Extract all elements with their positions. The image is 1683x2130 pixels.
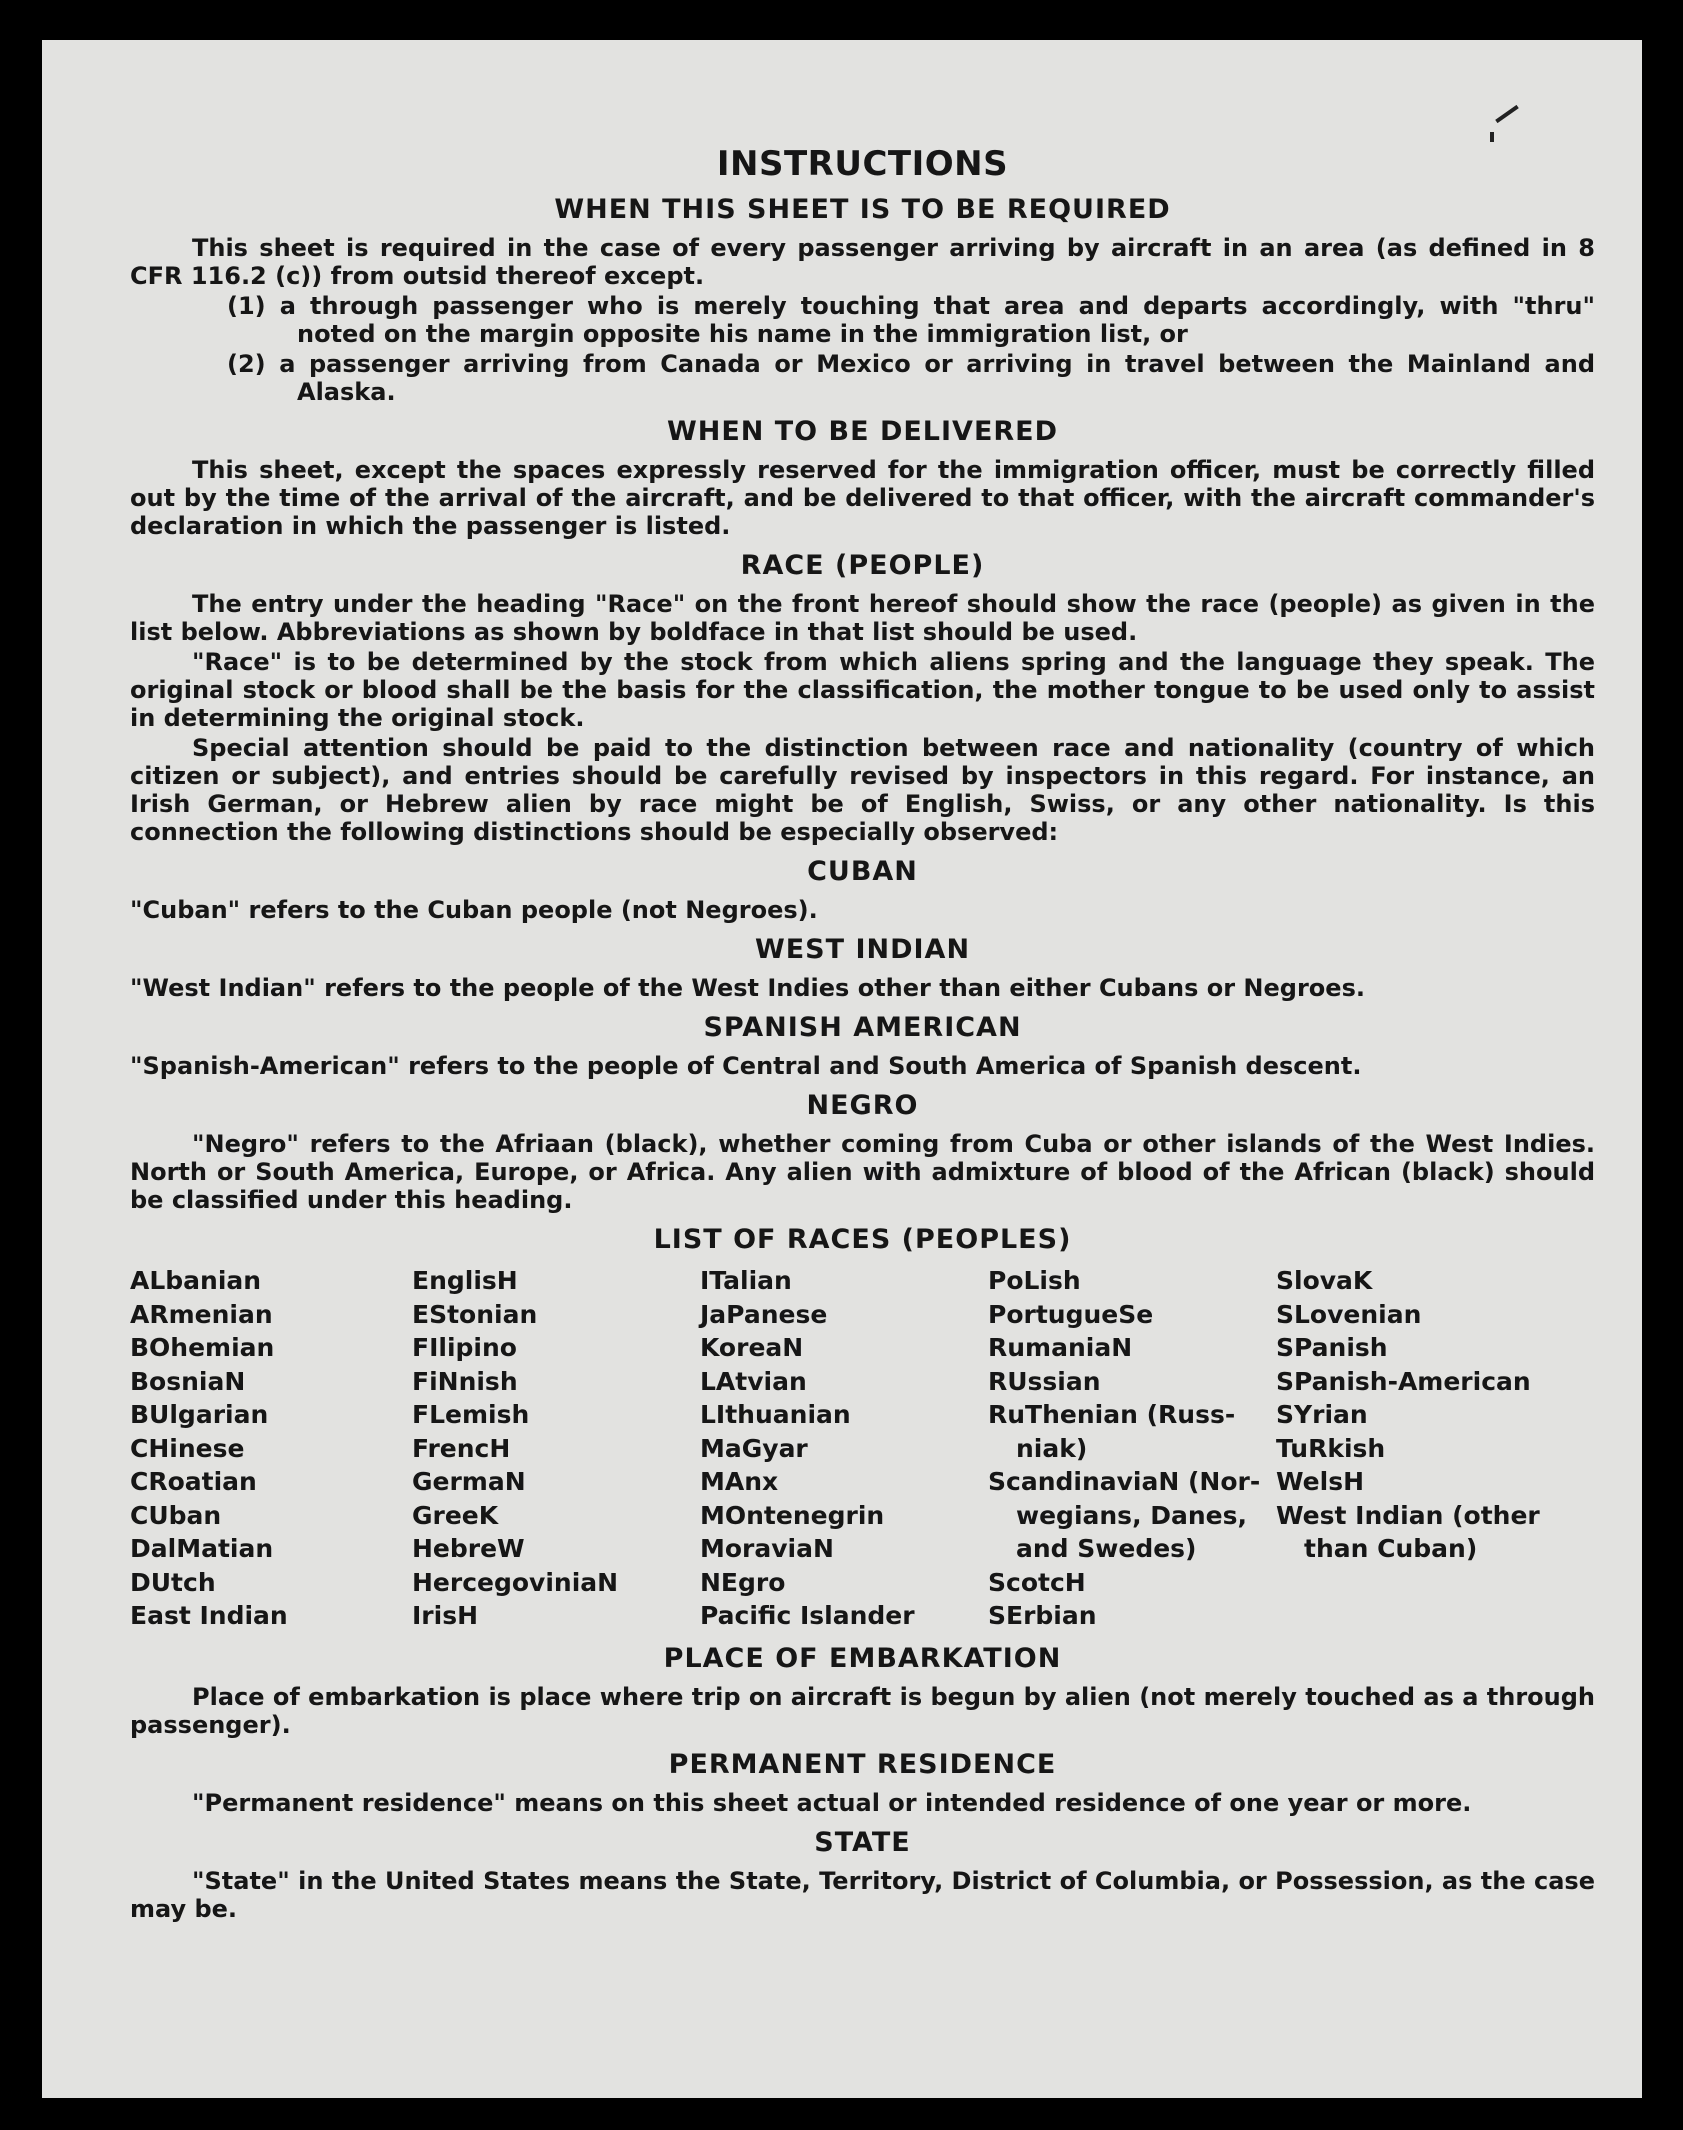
exception-item-2: (2) a passenger arriving from Canada or Mexico or arriving in travel between the Mainland and Alaska. xyxy=(227,350,1595,406)
races-column-4 xyxy=(988,1264,1276,1633)
race-entry: TuRkish xyxy=(1276,1433,1386,1463)
section-heading-cuban: CUBAN xyxy=(807,856,918,887)
race-entry: NEgro xyxy=(700,1567,786,1597)
race-entry: MAnx xyxy=(700,1467,779,1496)
race-entry: MoraviaN xyxy=(700,1534,834,1563)
race-entry: CHinese xyxy=(130,1433,245,1463)
race-entry: SPanish xyxy=(1276,1333,1388,1362)
race-entry: ARmenian xyxy=(130,1299,273,1329)
race-entry: PoLish xyxy=(988,1266,1081,1295)
race-entry: SErbian xyxy=(988,1601,1097,1630)
section-paragraph: The entry under the heading "Race" on the front hereof should show the race (people) as given in the list below. Abbreviations as shown by boldface in that list should be used. xyxy=(130,590,1595,646)
exception-item-1: (1) a through passenger who is merely touching that area and departs accordingly, with "thru" noted on the margin opposite his name in the immigration list, or xyxy=(227,292,1595,348)
section-heading-state: STATE xyxy=(814,1826,911,1858)
race-entry: GreeK xyxy=(412,1500,499,1530)
section-heading-west-indian: WEST INDIAN xyxy=(754,934,971,965)
race-entry: East Indian xyxy=(130,1601,288,1630)
section-heading-required: WHEN THIS SHEET IS TO BE REQUIRED xyxy=(554,194,1171,225)
race-entry: EStonian xyxy=(412,1299,538,1329)
race-entry: JaPanese xyxy=(700,1299,828,1329)
race-entry-continued: wegians, Danes, xyxy=(1016,1500,1248,1530)
race-entry: CUban xyxy=(130,1500,222,1530)
race-entry: BOhemian xyxy=(130,1333,275,1362)
race-entry: Pacific Islander xyxy=(700,1601,915,1630)
section-paragraph: "Cuban" refers to the Cuban people (not Negroes). xyxy=(130,896,818,924)
race-entry: FLemish xyxy=(412,1400,530,1429)
race-entry: FrencH xyxy=(412,1433,511,1463)
race-entry: FiNnish xyxy=(412,1366,518,1396)
race-entry: LAtvian xyxy=(700,1366,807,1396)
race-entry: MOntenegrin xyxy=(700,1500,885,1530)
page-title: INSTRUCTIONS xyxy=(716,144,1009,184)
section-heading-race: RACE (PEOPLE) xyxy=(740,550,985,581)
race-entry: SlovaK xyxy=(1276,1266,1373,1295)
race-entry: HebreW xyxy=(412,1534,525,1563)
races-column-5 xyxy=(1276,1264,1556,1633)
races-column-2 xyxy=(412,1264,700,1633)
race-entry: FIlipino xyxy=(412,1333,517,1362)
race-entry: GermaN xyxy=(412,1467,526,1496)
race-entry: West Indian (other xyxy=(1276,1500,1540,1530)
race-entry: RuThenian (Russ- xyxy=(988,1400,1236,1429)
section-paragraph: Place of embarkation is place where trip on aircraft is begun by alien (not merely touched as a through passenger). xyxy=(130,1682,1595,1739)
section-paragraph: "West Indian" refers to the people of the West Indies other than either Cubans or Negroes. xyxy=(130,974,1365,1002)
race-entry: BosniaN xyxy=(130,1366,246,1396)
section-heading-embarkation: PLACE OF EMBARKATION xyxy=(663,1642,1062,1674)
race-entry: HercegoviniaN xyxy=(412,1567,619,1597)
race-entry: ALbanian xyxy=(130,1266,262,1295)
section-heading-delivered: WHEN TO BE DELIVERED xyxy=(666,416,1059,447)
race-entry: ScandinaviaN (Nor- xyxy=(988,1467,1261,1496)
race-entry-continued: niak) xyxy=(1016,1433,1088,1463)
race-entry: WelsH xyxy=(1276,1467,1365,1496)
race-entry: ScotcH xyxy=(988,1567,1086,1597)
section-paragraph: "State" in the United States means the State, Territory, District of Columbia, or Possession, as the case may be. xyxy=(130,1866,1595,1923)
section-paragraph: "Permanent residence" means on this sheet actual or intended residence of one year or more. xyxy=(192,1788,1472,1817)
race-entry-continued: than Cuban) xyxy=(1304,1534,1478,1563)
race-entry: ITalian xyxy=(700,1266,792,1295)
section-paragraph: This sheet, except the spaces expressly reserved for the immigration officer, must be correctly filled out by the time of the arrival of the aircraft, and be delivered to that officer, with the aircraft commander's declaration in which the passenger is listed. xyxy=(130,456,1595,540)
section-heading-spanish-american: SPANISH AMERICAN xyxy=(703,1012,1022,1043)
handwritten-mark xyxy=(1490,132,1494,142)
section-paragraph: Special attention should be paid to the distinction between race and nationality (country of which citizen or subject), and entries should be carefully revised by inspectors in this regard. For instance, an Irish German, or Hebrew alien by race might be of English, Swiss, or any other nationality. Is this connection the following distinctions should be especially observed: xyxy=(130,734,1595,846)
section-paragraph: "Race" is to be determined by the stock from which aliens spring and the language they speak. The original stock or blood shall be the basis for the classification, the mother tongue to be used only to assist in determining the original stock. xyxy=(130,648,1595,732)
race-entry-continued: and Swedes) xyxy=(1016,1534,1197,1563)
instructions-content xyxy=(130,144,1595,1925)
race-entry: SLovenian xyxy=(1276,1299,1422,1329)
race-entry: RUssian xyxy=(988,1366,1101,1396)
section-paragraph: "Spanish-American" refers to the people of Central and South America of Spanish descent. xyxy=(130,1052,1362,1080)
race-entry: KoreaN xyxy=(700,1333,804,1362)
race-entry: LIthuanian xyxy=(700,1400,851,1429)
race-entry: BUlgarian xyxy=(130,1400,269,1429)
races-list xyxy=(130,1264,1595,1633)
section-paragraph: This sheet is required in the case of every passenger arriving by aircraft in an area (as defined in 8 CFR 116.2 (c)) from outsid thereof except. xyxy=(130,234,1595,290)
race-entry: DUtch xyxy=(130,1567,216,1597)
section-paragraph: "Negro" refers to the Afriaan (black), whether coming from Cuba or other islands of the West Indies. North or South America, Europe, or Africa. Any alien with admixture of blood of the African (black) should be classified under this heading. xyxy=(130,1130,1595,1214)
race-entry: DalMatian xyxy=(130,1534,274,1563)
race-entry: MaGyar xyxy=(700,1433,808,1463)
race-entry: RumaniaN xyxy=(988,1333,1133,1362)
section-heading-negro: NEGRO xyxy=(806,1090,919,1121)
document-page xyxy=(42,40,1642,2098)
race-entry: CRoatian xyxy=(130,1467,257,1496)
races-column-1 xyxy=(130,1264,412,1633)
section-heading-permanent-residence: PERMANENT RESIDENCE xyxy=(668,1748,1057,1780)
race-entry: IrisH xyxy=(412,1601,479,1630)
race-entry: PortugueSe xyxy=(988,1299,1154,1329)
handwritten-mark xyxy=(1495,105,1519,123)
races-column-3 xyxy=(700,1264,988,1633)
race-entry: SPanish-American xyxy=(1276,1366,1531,1396)
race-entry: SYrian xyxy=(1276,1400,1368,1429)
section-heading-races-list: LIST OF RACES (PEOPLES) xyxy=(653,1224,1072,1255)
race-entry: EnglisH xyxy=(412,1266,518,1295)
